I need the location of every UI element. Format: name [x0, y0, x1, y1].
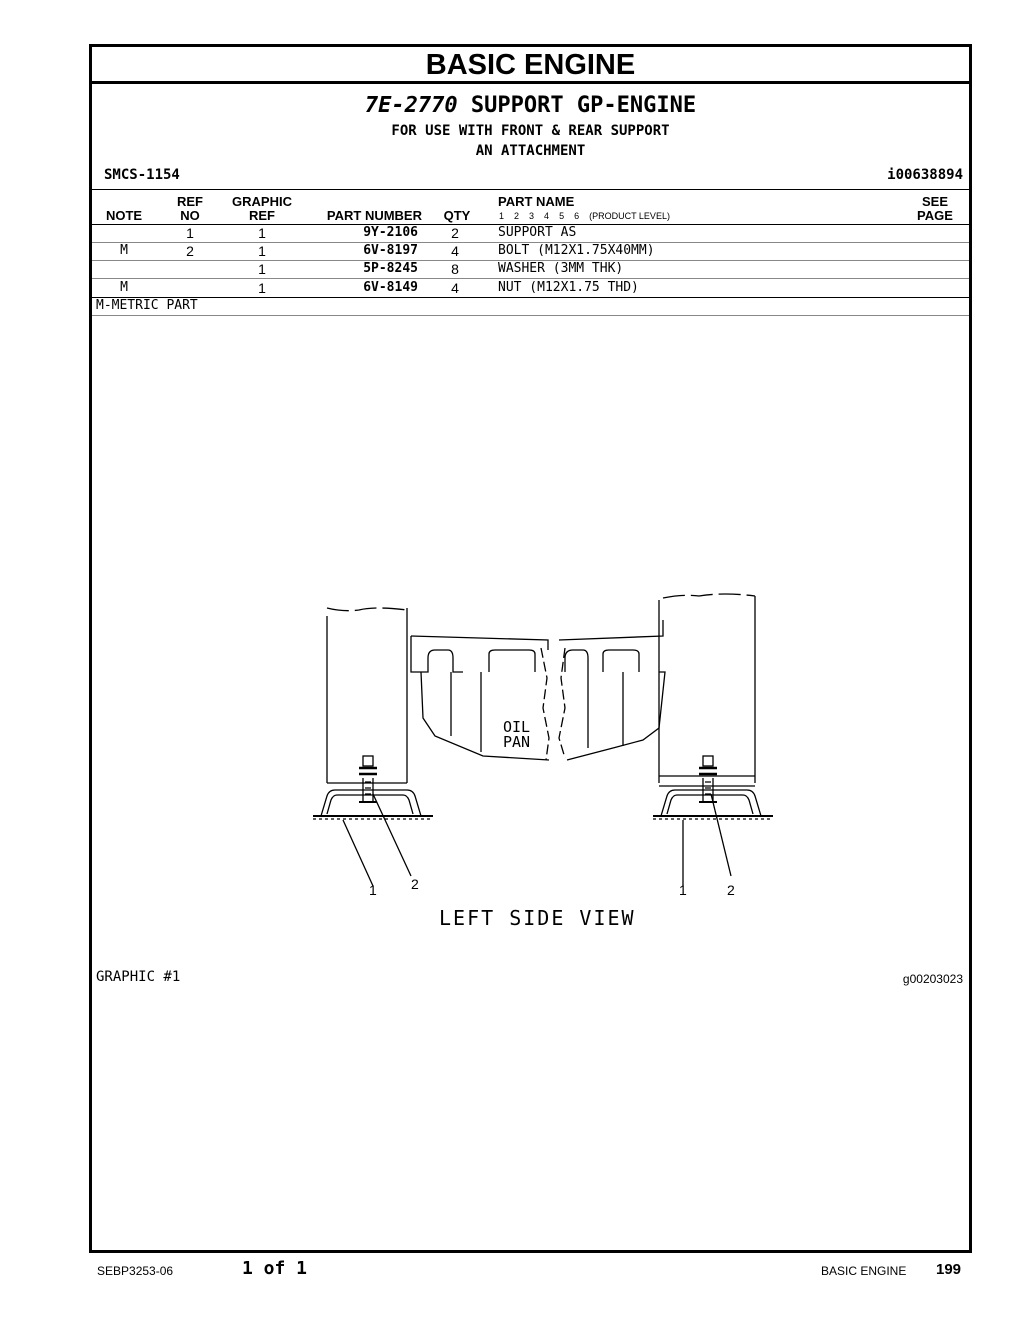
col-ref-top: REF — [177, 194, 203, 209]
footnote-rule — [92, 315, 969, 316]
level-5: 5 — [559, 211, 565, 221]
kit-title — [92, 93, 969, 118]
row-part-number[interactable]: 6V-8197 — [363, 243, 418, 258]
row-ref: 2 — [186, 243, 194, 259]
row-part-number[interactable]: 9Y-2106 — [363, 225, 418, 240]
row-part-name: NUT (M12X1.75 THD) — [498, 280, 639, 295]
right-engine-block — [659, 594, 755, 786]
smcs-code: SMCS-1154 — [104, 167, 180, 183]
row-ref: 1 — [186, 225, 194, 241]
oil-pan-label-line1: OIL — [503, 718, 531, 736]
graphic-label: GRAPHIC #1 — [96, 969, 181, 985]
oil-pan — [411, 620, 665, 760]
level-2: 2 — [514, 211, 520, 221]
callout-2-left: 2 — [411, 876, 419, 892]
callout-1-right: 1 — [679, 882, 687, 898]
row-graphic-ref: 1 — [258, 225, 266, 241]
col-graphic-bottom: REF — [249, 208, 275, 223]
col-part-name: PART NAME — [498, 194, 575, 209]
level-3: 3 — [529, 211, 535, 221]
kit-name: SUPPORT GP-ENGINE — [470, 93, 697, 118]
page-number: 199 — [936, 1261, 962, 1278]
oil-pan-label-line2: PAN — [503, 733, 531, 751]
row-part-number[interactable]: 5P-8245 — [363, 261, 418, 276]
usage-line-2: AN ATTACHMENT — [475, 143, 586, 159]
parts-illustration — [303, 588, 783, 938]
product-levels — [499, 211, 680, 221]
view-title: LEFT SIDE VIEW — [439, 906, 636, 930]
footer-section: BASIC ENGINE — [821, 1264, 907, 1278]
row-graphic-ref: 1 — [258, 243, 266, 259]
graphic-id: g00203023 — [902, 972, 963, 986]
page-frame — [89, 44, 972, 1253]
table-top-rule — [92, 189, 969, 190]
row-qty: 4 — [451, 243, 459, 259]
row-rule — [92, 297, 969, 298]
col-ref-bottom: NO — [180, 208, 200, 223]
product-level-label: (PRODUCT LEVEL) — [589, 211, 670, 221]
row-qty: 8 — [451, 261, 459, 277]
level-4: 4 — [544, 211, 550, 221]
row-note: M — [120, 280, 128, 295]
row-note: M — [120, 243, 128, 258]
row-qty: 4 — [451, 280, 459, 296]
page-of: 1 of 1 — [242, 1258, 308, 1279]
publication-number: SEBP3253-06 — [97, 1264, 174, 1278]
level-6: 6 — [574, 211, 580, 221]
col-see-top: SEE — [921, 194, 948, 209]
callout-2-right: 2 — [727, 882, 735, 898]
col-note: NOTE — [105, 208, 143, 223]
row-graphic-ref: 1 — [258, 261, 266, 277]
left-engine-block — [327, 608, 407, 783]
col-graphic-top: GRAPHIC — [232, 194, 292, 209]
col-see-bottom: PAGE — [917, 208, 953, 223]
metric-footnote: M-METRIC PART — [96, 298, 198, 313]
col-qty: QTY — [443, 208, 471, 223]
col-part-number: PART NUMBER — [326, 208, 422, 223]
level-1: 1 — [499, 211, 505, 221]
kit-number: 7E-2770 — [364, 93, 458, 118]
left-support-bracket — [313, 756, 433, 819]
row-part-name: SUPPORT AS — [498, 225, 577, 240]
usage-line-1: FOR USE WITH FRONT & REAR SUPPORT — [391, 123, 670, 139]
section-title: BASIC ENGINE — [92, 47, 969, 84]
callout-leaders — [343, 794, 731, 886]
row-part-name: WASHER (3MM THK) — [498, 261, 624, 276]
document-id: i00638894 — [887, 167, 963, 183]
oil-pan-label — [503, 720, 530, 750]
row-part-number[interactable]: 6V-8149 — [363, 280, 418, 295]
callout-1-left: 1 — [369, 882, 377, 898]
row-part-name: BOLT (M12X1.75X40MM) — [498, 243, 655, 258]
row-graphic-ref: 1 — [258, 280, 266, 296]
row-qty: 2 — [451, 225, 459, 241]
